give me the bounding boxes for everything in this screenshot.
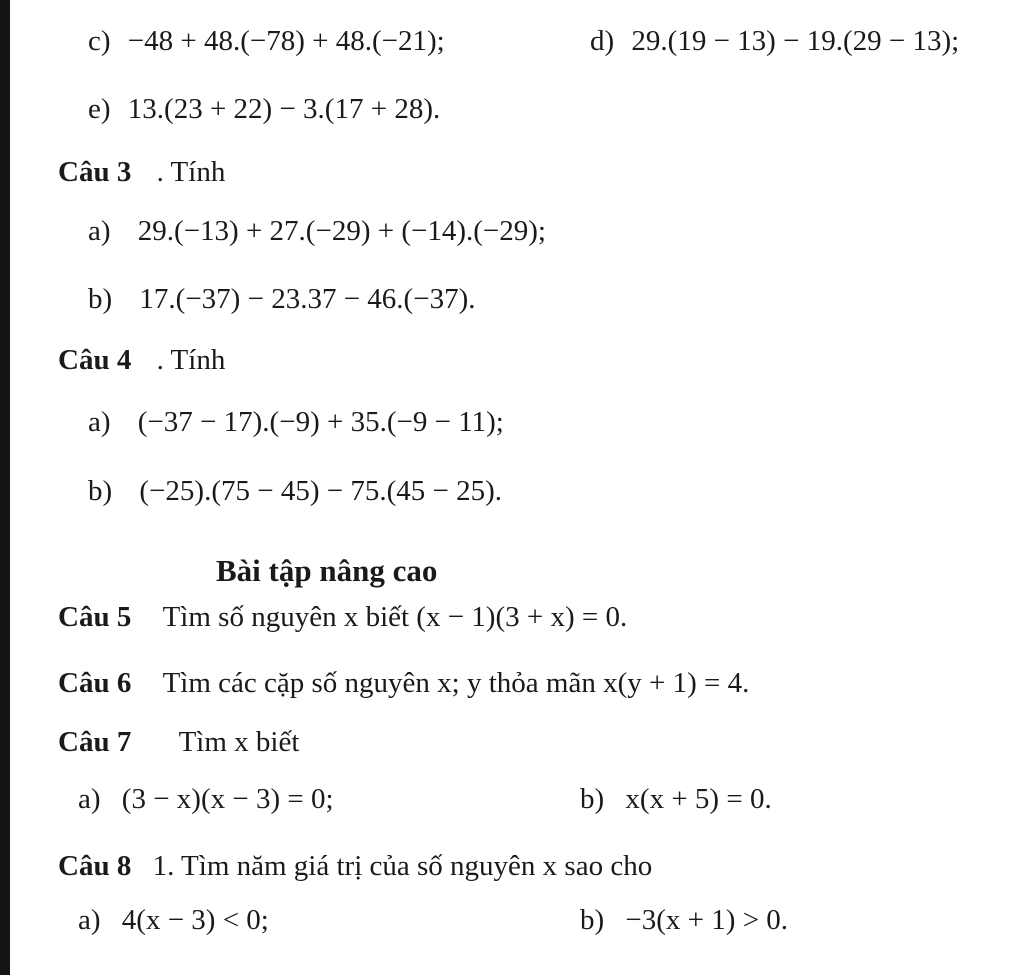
q4-heading <box>58 343 225 377</box>
q2-d-expr: 29.(19 − 13) − 19.(29 − 13); <box>631 25 960 57</box>
q2-e-label: e) <box>88 93 111 125</box>
q8-a-label: a) <box>78 904 101 936</box>
q7-a <box>78 782 334 816</box>
q7-a-expr: (3 − x)(x − 3) = 0; <box>121 783 334 815</box>
q8-text: 1. Tìm năm giá trị của số nguyên x sao cho <box>152 850 653 882</box>
q2-c <box>88 24 445 58</box>
q3-a-expr: 29.(−13) + 27.(−29) + (−14).(−29); <box>137 215 546 247</box>
q4-b-label: b) <box>88 475 113 507</box>
q8-heading <box>58 849 652 883</box>
q8-a-expr: 4(x − 3) < 0; <box>121 904 269 936</box>
q3-heading <box>58 155 225 189</box>
q8-b-expr: −3(x + 1) > 0. <box>625 904 789 936</box>
q4-title: Câu 4 <box>58 344 132 376</box>
q6-title: Câu 6 <box>58 667 132 699</box>
q4-text: . Tính <box>156 344 226 376</box>
q2-e <box>88 92 440 126</box>
q2-e-expr: 13.(23 + 22) − 3.(17 + 28). <box>127 93 441 125</box>
q2-c-label: c) <box>88 25 111 57</box>
advanced-section-heading: Bài tập nâng cao <box>216 553 438 588</box>
q8-a <box>78 903 269 937</box>
q4-a-expr: (−37 − 17).(−9) + 35.(−9 − 11); <box>137 406 504 438</box>
q2-d <box>590 24 959 58</box>
q8-title: Câu 8 <box>58 850 132 882</box>
q2-d-label: d) <box>590 25 615 57</box>
q7-b-expr: x(x + 5) = 0. <box>625 783 772 815</box>
q3-b-label: b) <box>88 283 113 315</box>
q3-a <box>88 214 546 248</box>
q8-b-label: b) <box>580 904 605 936</box>
q8-b <box>580 903 788 937</box>
q3-title: Câu 3 <box>58 156 132 188</box>
q3-a-label: a) <box>88 215 111 247</box>
q2-c-expr: −48 + 48.(−78) + 48.(−21); <box>127 25 445 57</box>
q7-heading <box>58 725 299 759</box>
q5-title: Câu 5 <box>58 601 132 633</box>
page-left-border <box>0 0 10 975</box>
q4-b-expr: (−25).(75 − 45) − 75.(45 − 25). <box>139 475 503 507</box>
q7-b <box>580 782 772 816</box>
q4-b <box>88 474 502 508</box>
q3-b <box>88 282 475 316</box>
q7-text: Tìm x biết <box>178 726 300 758</box>
q7-title: Câu 7 <box>58 726 132 758</box>
q6 <box>58 666 749 700</box>
q3-b-expr: 17.(−37) − 23.37 − 46.(−37). <box>139 283 476 315</box>
q7-b-label: b) <box>580 783 605 815</box>
q5 <box>58 600 627 634</box>
q6-text: Tìm các cặp số nguyên x; y thỏa mãn x(y + 1) = 4. <box>162 667 750 699</box>
q4-a <box>88 405 504 439</box>
q5-text: Tìm số nguyên x biết (x − 1)(3 + x) = 0. <box>162 601 628 633</box>
q4-a-label: a) <box>88 406 111 438</box>
q7-a-label: a) <box>78 783 101 815</box>
q3-text: . Tính <box>156 156 226 188</box>
